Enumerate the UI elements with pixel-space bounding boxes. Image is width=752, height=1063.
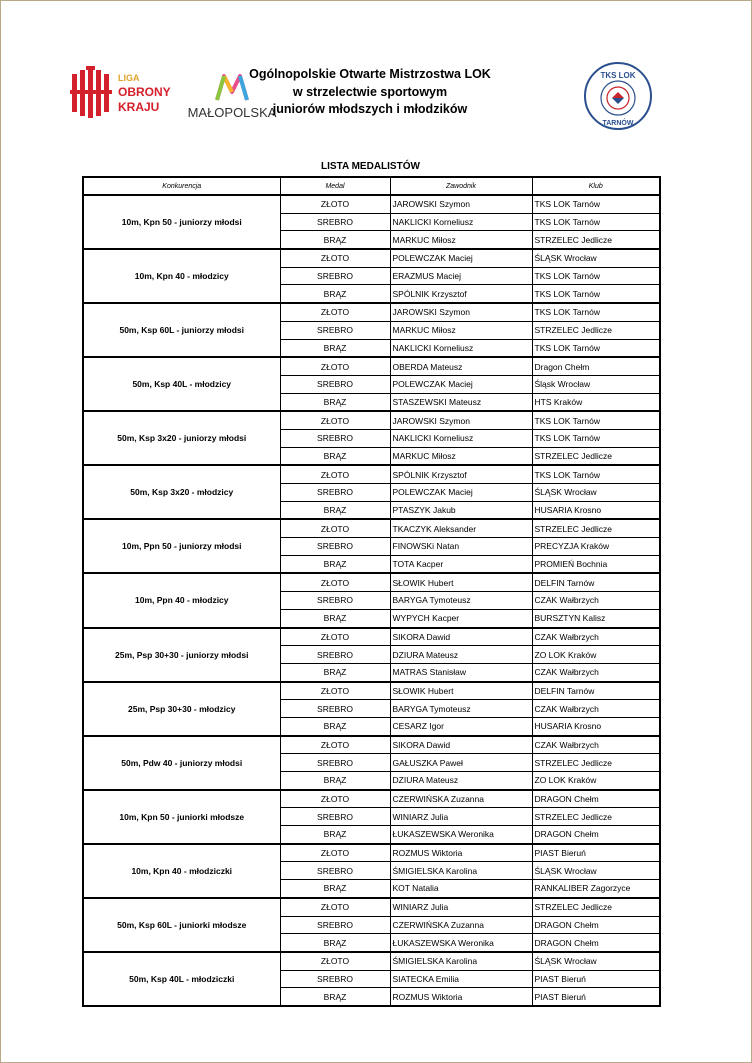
- table-row: [83, 303, 660, 321]
- athlete-cell: SIATECKA Emilia: [390, 970, 532, 988]
- medal-cell: SREBRO: [280, 916, 390, 934]
- club-cell: STRZELEC Jedlicze: [532, 898, 660, 916]
- medal-cell: SREBRO: [280, 267, 390, 285]
- club-cell: DRAGON Chełm: [532, 916, 660, 934]
- medal-cell: SREBRO: [280, 808, 390, 826]
- club-cell: ŚLĄSK Wrocław: [532, 862, 660, 880]
- athlete-cell: NAKLICKI Korneliusz: [390, 339, 532, 357]
- club-cell: DRAGON Chełm: [532, 934, 660, 952]
- athlete-cell: ŁUKASZEWSKA Weronika: [390, 826, 532, 844]
- medal-cell: ZŁOTO: [280, 736, 390, 754]
- athlete-cell: MARKUC Miłosz: [390, 321, 532, 339]
- club-cell: TKS LOK Tarnów: [532, 195, 660, 213]
- athlete-cell: ROZMUS Wiktoria: [390, 988, 532, 1006]
- col-header-club: Klub: [532, 177, 660, 195]
- athlete-cell: JAROWSKI Szymon: [390, 195, 532, 213]
- competition-name: 50m, Ksp 40L - młodzicy: [83, 357, 280, 411]
- table-row: [83, 682, 660, 700]
- medal-cell: SREBRO: [280, 321, 390, 339]
- club-cell: STRZELEC Jedlicze: [532, 321, 660, 339]
- medal-cell: ZŁOTO: [280, 844, 390, 862]
- medal-cell: BRĄZ: [280, 934, 390, 952]
- club-cell: RANKALIBER Zagorzyce: [532, 880, 660, 898]
- tks-bottom-text: TARNÓW: [602, 120, 634, 127]
- athlete-cell: POLEWCZAK Maciej: [390, 249, 532, 267]
- athlete-cell: POLEWCZAK Maciej: [390, 375, 532, 393]
- club-cell: STRZELEC Jedlicze: [532, 447, 660, 465]
- club-cell: HUSARIA Krosno: [532, 501, 660, 519]
- athlete-cell: ŁUKASZEWSKA Weronika: [390, 934, 532, 952]
- club-cell: DELFIN Tarnów: [532, 573, 660, 591]
- table-row: [83, 898, 660, 916]
- club-cell: TKS LOK Tarnów: [532, 267, 660, 285]
- tks-top-text: TKS LOK: [600, 71, 636, 80]
- medal-cell: BRĄZ: [280, 663, 390, 681]
- medal-cell: BRĄZ: [280, 339, 390, 357]
- medal-cell: ZŁOTO: [280, 790, 390, 808]
- col-header-medal: Medal: [280, 177, 390, 195]
- athlete-cell: OBERDA Mateusz: [390, 357, 532, 375]
- medal-cell: SREBRO: [280, 970, 390, 988]
- club-cell: CZAK Wałbrzych: [532, 700, 660, 718]
- liga-line2: OBRONY: [118, 85, 171, 99]
- athlete-cell: BARYGA Tymoteusz: [390, 700, 532, 718]
- malopolska-text: MAŁOPOLSKA: [187, 105, 277, 120]
- athlete-cell: WYPYCH Kacper: [390, 609, 532, 627]
- club-cell: TKS LOK Tarnów: [532, 339, 660, 357]
- club-cell: ZO LOK Kraków: [532, 772, 660, 790]
- table-row: [83, 249, 660, 267]
- athlete-cell: SŁOWIK Hubert: [390, 573, 532, 591]
- competition-name: 10m, Kpn 50 - juniorki młodsze: [83, 790, 280, 844]
- club-cell: CZAK Wałbrzych: [532, 663, 660, 681]
- competition-name: 10m, Ppn 50 - juniorzy młodsi: [83, 519, 280, 573]
- competition-name: 25m, Psp 30+30 - juniorzy młodsi: [83, 628, 280, 682]
- club-cell: PRECYZJA Kraków: [532, 538, 660, 556]
- club-cell: HUSARIA Krosno: [532, 717, 660, 735]
- medal-cell: ZŁOTO: [280, 628, 390, 646]
- athlete-cell: STASZEWSKI Mateusz: [390, 393, 532, 411]
- club-cell: TKS LOK Tarnów: [532, 213, 660, 231]
- athlete-cell: JAROWSKI Szymon: [390, 411, 532, 429]
- medal-cell: BRĄZ: [280, 393, 390, 411]
- club-cell: DRAGON Chełm: [532, 826, 660, 844]
- medal-cell: ZŁOTO: [280, 411, 390, 429]
- athlete-cell: BARYGA Tymoteusz: [390, 592, 532, 610]
- col-header-athlete: Zawodnik: [390, 177, 532, 195]
- table-row: [83, 519, 660, 537]
- athlete-cell: SIKORA Dawid: [390, 736, 532, 754]
- club-cell: PIAST Bieruń: [532, 988, 660, 1006]
- medal-cell: BRĄZ: [280, 880, 390, 898]
- competition-name: 10m, Ppn 40 - młodzicy: [83, 573, 280, 627]
- medal-cell: ZŁOTO: [280, 519, 390, 537]
- athlete-cell: DZIURA Mateusz: [390, 646, 532, 664]
- medal-cell: BRĄZ: [280, 772, 390, 790]
- club-cell: BURSZTYN Kalisz: [532, 609, 660, 627]
- club-cell: DELFIN Tarnów: [532, 682, 660, 700]
- athlete-cell: MARKUC Miłosz: [390, 231, 532, 249]
- medal-cell: SREBRO: [280, 754, 390, 772]
- medal-cell: SREBRO: [280, 538, 390, 556]
- club-cell: ŚLĄSK Wrocław: [532, 484, 660, 502]
- medal-cell: BRĄZ: [280, 231, 390, 249]
- athlete-cell: FINOWSKi Natan: [390, 538, 532, 556]
- club-cell: PROMIEŃ Bochnia: [532, 555, 660, 573]
- competition-name: 50m, Pdw 40 - juniorzy młodsi: [83, 736, 280, 790]
- medal-cell: BRĄZ: [280, 447, 390, 465]
- medal-cell: BRĄZ: [280, 988, 390, 1006]
- medal-cell: BRĄZ: [280, 285, 390, 303]
- athlete-cell: NAKLICKI Korneliusz: [390, 213, 532, 231]
- table-header-row: [83, 177, 660, 195]
- athlete-cell: MARKUC Miłosz: [390, 447, 532, 465]
- athlete-cell: MATRAS Stanisław: [390, 663, 532, 681]
- competition-name: 50m, Ksp 3x20 - młodzicy: [83, 465, 280, 519]
- athlete-cell: WINIARZ Julia: [390, 898, 532, 916]
- liga-obrony-kraju-logo: [70, 66, 175, 122]
- club-cell: STRZELEC Jedlicze: [532, 808, 660, 826]
- athlete-cell: SPÓLNIK Krzysztof: [390, 285, 532, 303]
- club-cell: CZAK Wałbrzych: [532, 592, 660, 610]
- athlete-cell: CZERWIŃSKA Zuzanna: [390, 790, 532, 808]
- medal-cell: SREBRO: [280, 213, 390, 231]
- club-cell: Dragon Chełm: [532, 357, 660, 375]
- table-row: [83, 357, 660, 375]
- athlete-cell: TOTA Kacper: [390, 555, 532, 573]
- competition-name: 50m, Ksp 60L - juniorzy młodsi: [83, 303, 280, 357]
- table-row: [83, 952, 660, 970]
- athlete-cell: DZIURA Mateusz: [390, 772, 532, 790]
- medal-cell: ZŁOTO: [280, 249, 390, 267]
- title-line-2: w strzelectwie sportowym: [292, 84, 448, 99]
- medal-cell: SREBRO: [280, 646, 390, 664]
- competition-name: 10m, Kpn 50 - juniorzy młodsi: [83, 195, 280, 249]
- competition-name: 50m, Ksp 3x20 - juniorzy młodsi: [83, 411, 280, 465]
- athlete-cell: SPÓLNIK Krzysztof: [390, 465, 532, 483]
- medal-cell: BRĄZ: [280, 501, 390, 519]
- athlete-cell: KOT Natalia: [390, 880, 532, 898]
- medal-cell: BRĄZ: [280, 717, 390, 735]
- medal-cell: ZŁOTO: [280, 303, 390, 321]
- athlete-cell: POLEWCZAK Maciej: [390, 484, 532, 502]
- table-row: [83, 790, 660, 808]
- athlete-cell: ŚMIGIELSKA Karolina: [390, 862, 532, 880]
- medal-cell: ZŁOTO: [280, 195, 390, 213]
- medal-cell: ZŁOTO: [280, 357, 390, 375]
- medal-cell: ZŁOTO: [280, 573, 390, 591]
- medal-cell: ZŁOTO: [280, 682, 390, 700]
- table-row: [83, 844, 660, 862]
- club-cell: TKS LOK Tarnów: [532, 285, 660, 303]
- club-cell: TKS LOK Tarnów: [532, 411, 660, 429]
- table-body: [83, 195, 660, 1006]
- title-line-1: Ogólnopolskie Otwarte Mistrzostwa LOK: [249, 67, 491, 81]
- club-cell: TKS LOK Tarnów: [532, 465, 660, 483]
- medal-cell: SREBRO: [280, 592, 390, 610]
- medal-cell: ZŁOTO: [280, 465, 390, 483]
- competition-name: 50m, Ksp 60L - juniorki młodsze: [83, 898, 280, 952]
- medal-cell: SREBRO: [280, 862, 390, 880]
- athlete-cell: CZERWIŃSKA Zuzanna: [390, 916, 532, 934]
- club-cell: DRAGON Chełm: [532, 790, 660, 808]
- medal-cell: SREBRO: [280, 429, 390, 447]
- medal-cell: SREBRO: [280, 700, 390, 718]
- club-cell: CZAK Wałbrzych: [532, 628, 660, 646]
- club-cell: STRZELEC Jedlicze: [532, 519, 660, 537]
- medal-cell: ZŁOTO: [280, 898, 390, 916]
- athlete-cell: NAKLICKI Korneliusz: [390, 429, 532, 447]
- competition-name: 10m, Kpn 40 - młodziczki: [83, 844, 280, 898]
- athlete-cell: GAŁUSZKA Paweł: [390, 754, 532, 772]
- athlete-cell: PTASZYK Jakub: [390, 501, 532, 519]
- club-cell: HTS Kraków: [532, 393, 660, 411]
- medal-cell: BRĄZ: [280, 826, 390, 844]
- club-cell: ZO LOK Kraków: [532, 646, 660, 664]
- liga-line3: KRAJU: [118, 100, 160, 114]
- athlete-cell: WINIARZ Julia: [390, 808, 532, 826]
- athlete-cell: ERAZMUS Maciej: [390, 267, 532, 285]
- table-row: [83, 628, 660, 646]
- table-row: [83, 736, 660, 754]
- athlete-cell: SŁOWIK Hubert: [390, 682, 532, 700]
- table-row: [83, 195, 660, 213]
- club-cell: CZAK Wałbrzych: [532, 736, 660, 754]
- club-cell: STRZELEC Jedlicze: [532, 754, 660, 772]
- medal-cell: BRĄZ: [280, 555, 390, 573]
- competition-name: 50m, Ksp 40L - młodziczki: [83, 952, 280, 1006]
- club-cell: ŚLĄSK Wrocław: [532, 952, 660, 970]
- athlete-cell: CESARZ Igor: [390, 717, 532, 735]
- medal-cell: BRĄZ: [280, 609, 390, 627]
- athlete-cell: JAROWSKI Szymon: [390, 303, 532, 321]
- club-cell: PIAST Bieruń: [532, 844, 660, 862]
- club-cell: STRZELEC Jedlicze: [532, 231, 660, 249]
- tks-lok-tarnow-emblem: [582, 60, 654, 132]
- athlete-cell: ROZMUS Wiktoria: [390, 844, 532, 862]
- athlete-cell: SIKORA Dawid: [390, 628, 532, 646]
- club-cell: ŚLĄSK Wrocław: [532, 249, 660, 267]
- event-title: [240, 66, 500, 119]
- list-title: LISTA MEDALISTÓW: [321, 161, 420, 172]
- club-cell: TKS LOK Tarnów: [532, 429, 660, 447]
- competition-name: 10m, Kpn 40 - młodzicy: [83, 249, 280, 303]
- competition-name: 25m, Psp 30+30 - młodzicy: [83, 682, 280, 736]
- col-header-competition: Konkurencja: [83, 177, 280, 195]
- table-row: [83, 573, 660, 591]
- medal-cell: ZŁOTO: [280, 952, 390, 970]
- medal-cell: SREBRO: [280, 375, 390, 393]
- athlete-cell: ŚMIGIELSKA Karolina: [390, 952, 532, 970]
- athlete-cell: TKACZYK Aleksander: [390, 519, 532, 537]
- medal-cell: SREBRO: [280, 484, 390, 502]
- club-cell: PIAST Bieruń: [532, 970, 660, 988]
- liga-line1: LIGA: [118, 73, 140, 83]
- table-row: [83, 411, 660, 429]
- title-line-3: juniorów młodszych i młodzików: [272, 102, 468, 116]
- medalists-table: [82, 176, 661, 1007]
- club-cell: Śląsk Wrocław: [532, 375, 660, 393]
- table-row: [83, 465, 660, 483]
- club-cell: TKS LOK Tarnów: [532, 303, 660, 321]
